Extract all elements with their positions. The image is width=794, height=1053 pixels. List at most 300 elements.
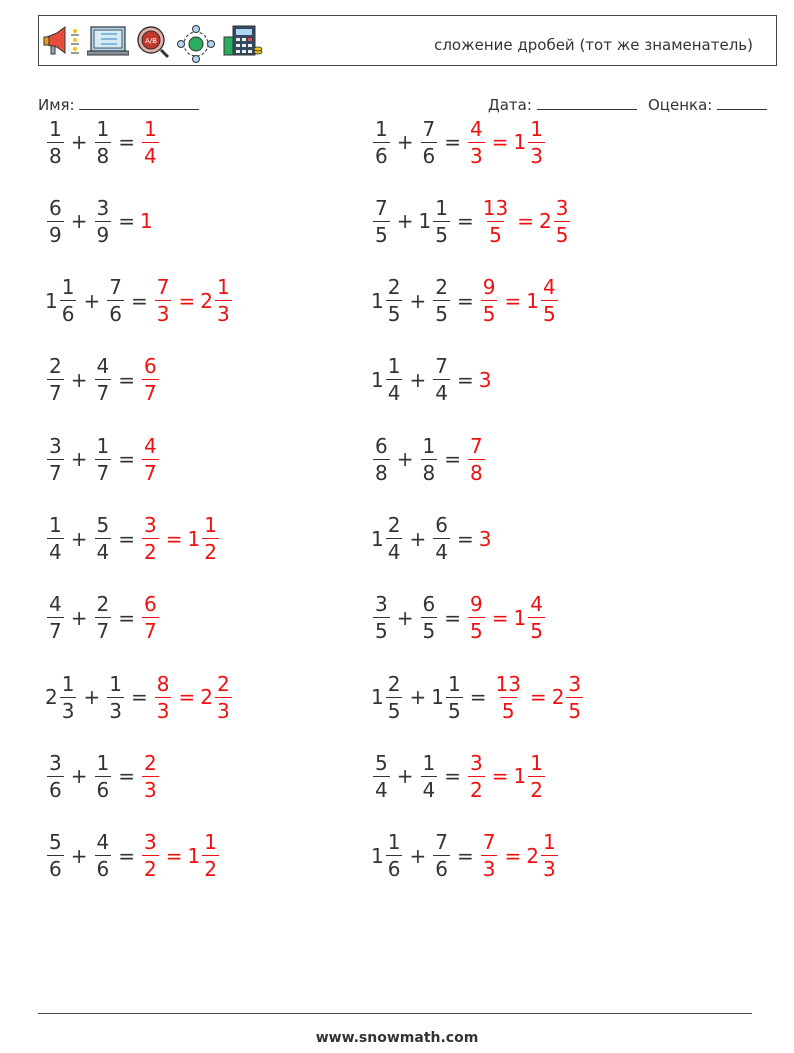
- answer: [479, 830, 560, 882]
- numerator: 3: [555, 195, 569, 220]
- denominator: 3: [470, 143, 483, 168]
- equals-sign: =: [178, 685, 196, 710]
- worksheet-title: сложение дробей (тот же знаменатель): [434, 36, 753, 54]
- fraction: [142, 433, 159, 485]
- denominator: 8: [422, 460, 436, 485]
- whole-number: 1: [187, 526, 201, 551]
- whole-number: 1: [371, 367, 384, 392]
- equals-sign: =: [118, 209, 135, 234]
- numerator: 7: [109, 275, 122, 300]
- problem-item: [45, 744, 161, 808]
- plus-sign: +: [396, 447, 414, 472]
- equals-sign: =: [118, 130, 135, 154]
- equals-sign: =: [529, 685, 547, 710]
- equals-sign: =: [165, 526, 183, 551]
- plus-sign: +: [83, 685, 101, 710]
- answer: [140, 433, 161, 485]
- whole-number: 2: [200, 288, 213, 313]
- plus-sign: +: [70, 130, 88, 154]
- plus-sign: +: [70, 447, 88, 472]
- fraction: [142, 592, 159, 644]
- answer: [153, 671, 234, 723]
- denominator: 5: [447, 698, 461, 723]
- denominator: 3: [61, 698, 75, 723]
- fraction: [433, 515, 450, 562]
- whole-number: 1: [45, 288, 58, 313]
- plus-sign: +: [396, 764, 414, 789]
- denominator: 2: [530, 777, 543, 802]
- fraction: [433, 830, 450, 882]
- plus-sign: +: [396, 605, 414, 630]
- denominator: 2: [204, 857, 217, 882]
- denominator: 5: [435, 222, 448, 247]
- denominator: 7: [49, 460, 62, 485]
- equals-sign: =: [178, 288, 196, 313]
- denominator: 4: [435, 540, 448, 564]
- fraction: [373, 116, 390, 168]
- plus-sign: +: [409, 843, 427, 868]
- problem-item: [371, 189, 572, 253]
- fraction: [433, 195, 450, 247]
- denominator: 8: [96, 143, 110, 168]
- whole-number: 1: [371, 288, 384, 313]
- denominator: 6: [96, 857, 110, 882]
- fraction: [433, 275, 450, 327]
- problem-item: [45, 269, 234, 333]
- numerator: 1: [49, 513, 62, 537]
- answer: [140, 592, 161, 644]
- problem-item: [45, 348, 161, 412]
- denominator: 7: [96, 460, 110, 485]
- equals-sign: =: [456, 843, 474, 868]
- denominator: 5: [555, 222, 569, 247]
- score-blank: [717, 95, 767, 110]
- fraction: [107, 275, 124, 327]
- fraction: [47, 354, 64, 406]
- fraction: [481, 275, 498, 327]
- whole-number: 3: [478, 526, 492, 551]
- equals-sign: =: [444, 605, 461, 630]
- numerator: 2: [216, 671, 230, 696]
- footer-url: www.snowmath.com: [315, 1030, 479, 1046]
- fraction: [95, 592, 112, 644]
- fraction: [373, 433, 390, 485]
- numerator: 1: [96, 750, 110, 775]
- numerator: 4: [96, 354, 110, 379]
- equals-sign: =: [456, 209, 474, 234]
- plus-sign: +: [409, 288, 427, 313]
- denominator: 6: [61, 302, 75, 327]
- plus-sign: +: [409, 367, 427, 392]
- numerator: 7: [470, 433, 483, 458]
- whole-number: 2: [200, 685, 213, 710]
- denominator: 8: [375, 460, 388, 485]
- whole-number: 2: [45, 685, 58, 710]
- answer: [140, 830, 221, 882]
- fraction: [202, 515, 219, 562]
- fraction: [107, 671, 124, 723]
- answer: [466, 433, 487, 485]
- plus-sign: +: [83, 288, 101, 313]
- equals-sign: =: [118, 605, 135, 630]
- fraction: [446, 671, 463, 723]
- numerator: 1: [447, 671, 461, 696]
- answer: [479, 195, 573, 247]
- whole-number: 1: [513, 605, 527, 630]
- problem-item: [45, 665, 234, 729]
- numerator: 6: [144, 592, 157, 617]
- problem-item: [371, 507, 491, 571]
- problem-item: [45, 189, 153, 253]
- numerator: 1: [422, 433, 436, 458]
- denominator: 5: [387, 302, 401, 327]
- denominator: 5: [542, 302, 556, 327]
- problem-item: [45, 110, 161, 174]
- numerator: 2: [435, 275, 448, 300]
- denominator: 7: [144, 619, 157, 644]
- whole-number: 1: [513, 764, 527, 789]
- numerator: 2: [387, 513, 401, 537]
- svg-text:A/B: A/B: [145, 37, 157, 45]
- fraction: [142, 750, 159, 802]
- fraction: [481, 830, 498, 882]
- fraction: [373, 195, 390, 247]
- problem-item: [371, 348, 491, 412]
- numerator: 1: [375, 116, 388, 141]
- plus-sign: +: [70, 764, 88, 789]
- denominator: 3: [156, 698, 170, 723]
- numerator: 6: [435, 513, 448, 537]
- numerator: 7: [435, 830, 448, 855]
- denominator: 2: [204, 540, 217, 564]
- date-blank: [537, 95, 637, 110]
- denominator: 3: [542, 857, 556, 882]
- numerator: 2: [387, 671, 401, 696]
- answer: [140, 116, 161, 168]
- denominator: 7: [144, 460, 157, 485]
- numerator: 9: [482, 275, 496, 300]
- answer: [140, 209, 153, 233]
- numerator: 1: [422, 750, 436, 775]
- plus-sign: +: [409, 685, 427, 710]
- fraction: [528, 592, 545, 644]
- fraction: [373, 592, 390, 644]
- answer: [466, 592, 547, 644]
- plus-sign: +: [70, 209, 88, 234]
- fraction: [60, 671, 77, 723]
- fraction: [468, 592, 485, 644]
- denominator: 9: [96, 222, 110, 247]
- numerator: 6: [144, 354, 157, 379]
- fraction: [421, 592, 438, 644]
- problem-item: [371, 110, 547, 174]
- denominator: 9: [49, 222, 62, 247]
- fraction: [47, 750, 64, 802]
- equals-sign: =: [118, 764, 135, 789]
- denominator: 4: [422, 777, 436, 802]
- numerator: 1: [387, 830, 401, 855]
- whole-number: 1: [140, 209, 153, 234]
- fraction: [142, 830, 159, 882]
- fraction: [386, 515, 403, 562]
- denominator: 4: [387, 381, 401, 406]
- denominator: 3: [156, 302, 170, 327]
- fraction: [493, 671, 522, 723]
- equals-sign: =: [444, 764, 461, 789]
- denominator: 4: [387, 540, 401, 564]
- fraction: [47, 592, 64, 644]
- answer: [140, 515, 221, 562]
- denominator: 5: [375, 619, 388, 644]
- whole-number: 1: [371, 843, 384, 868]
- denominator: 5: [568, 698, 582, 723]
- denominator: 5: [470, 619, 483, 644]
- header-box: [38, 15, 777, 66]
- network-icon: [177, 25, 215, 63]
- denominator: 6: [49, 777, 62, 802]
- numerator: 7: [156, 275, 170, 300]
- numerator: 1: [96, 116, 110, 141]
- equals-sign: =: [165, 843, 183, 868]
- whole-number: 2: [551, 685, 565, 710]
- numerator: 4: [470, 116, 483, 141]
- megaphone-icon: [43, 25, 81, 57]
- numerator: 1: [204, 513, 217, 537]
- denominator: 4: [375, 777, 388, 802]
- fraction: [142, 116, 159, 168]
- numerator: 4: [542, 275, 556, 300]
- problem-item: [371, 744, 547, 808]
- numerator: 1: [542, 830, 556, 855]
- numerator: 3: [96, 195, 110, 220]
- answer: [153, 275, 234, 327]
- fraction: [468, 116, 485, 168]
- denominator: 6: [435, 857, 448, 882]
- answer: [140, 750, 161, 802]
- fraction: [421, 116, 438, 168]
- equals-sign: =: [130, 685, 148, 710]
- equals-sign: =: [118, 526, 135, 551]
- fraction: [47, 433, 64, 485]
- fraction: [373, 750, 390, 802]
- whole-number: 1: [418, 209, 432, 234]
- equals-sign: =: [504, 288, 522, 313]
- whole-number: 1: [187, 843, 201, 868]
- name-label: Имя:: [38, 96, 75, 114]
- problem-item: [371, 665, 585, 729]
- fraction: [47, 116, 64, 168]
- numerator: 8: [156, 671, 170, 696]
- denominator: 3: [216, 302, 230, 327]
- numerator: 3: [470, 750, 483, 775]
- denominator: 3: [216, 698, 230, 723]
- numerator: 4: [144, 433, 157, 458]
- fraction: [541, 275, 558, 327]
- numerator: 1: [530, 750, 543, 775]
- numerator: 1: [61, 275, 75, 300]
- numerator: 1: [61, 671, 75, 696]
- numerator: 3: [375, 592, 388, 617]
- numerator: 4: [96, 830, 110, 855]
- equals-sign: =: [456, 367, 474, 392]
- fraction: [566, 671, 583, 723]
- problem-item: [45, 824, 221, 888]
- numerator: 1: [204, 830, 217, 855]
- denominator: 5: [435, 302, 448, 327]
- plus-sign: +: [396, 130, 414, 154]
- numerator: 9: [470, 592, 483, 617]
- denominator: 3: [109, 698, 122, 723]
- whole-number: 1: [513, 130, 527, 154]
- answer: [479, 368, 492, 392]
- numerator: 13: [495, 671, 521, 696]
- equals-sign: =: [517, 209, 534, 234]
- equals-sign: =: [504, 843, 522, 868]
- score-label: Оценка:: [648, 96, 713, 114]
- fraction: [47, 830, 64, 882]
- whole-number: 2: [526, 843, 539, 868]
- problem-item: [45, 507, 221, 571]
- equals-sign: =: [444, 447, 461, 472]
- denominator: 6: [109, 302, 122, 327]
- fraction: [468, 750, 485, 802]
- whole-number: 1: [371, 685, 384, 710]
- numerator: 5: [49, 830, 62, 855]
- problem-item: [371, 824, 560, 888]
- fraction: [386, 830, 403, 882]
- numerator: 7: [482, 830, 496, 855]
- fraction: [528, 116, 545, 168]
- numerator: 3: [144, 513, 157, 537]
- fraction: [95, 750, 112, 802]
- denominator: 4: [144, 143, 157, 168]
- numerator: 2: [96, 592, 110, 617]
- numerator: 7: [375, 195, 388, 220]
- denominator: 2: [144, 540, 157, 564]
- numerator: 6: [375, 433, 388, 458]
- plus-sign: +: [70, 526, 88, 551]
- numerator: 2: [144, 750, 157, 775]
- plus-sign: +: [409, 526, 427, 551]
- numerator: 6: [49, 195, 62, 220]
- denominator: 6: [49, 857, 62, 882]
- fraction: [386, 275, 403, 327]
- numerator: 6: [422, 592, 436, 617]
- equals-sign: =: [118, 367, 135, 392]
- fraction: [468, 433, 485, 485]
- problem-item: [371, 269, 560, 333]
- problem-item: [371, 427, 487, 491]
- numerator: 3: [49, 433, 62, 458]
- fraction: [47, 515, 64, 562]
- numerator: 4: [530, 592, 543, 617]
- denominator: 8: [470, 460, 483, 485]
- fraction: [60, 275, 77, 327]
- fraction: [386, 671, 403, 723]
- name-blank: [79, 95, 199, 110]
- denominator: 7: [96, 619, 110, 644]
- problem-item: [45, 586, 161, 650]
- numerator: 5: [375, 750, 388, 775]
- fraction: [386, 354, 403, 406]
- denominator: 4: [435, 381, 448, 406]
- date-label: Дата:: [488, 96, 532, 114]
- problem-item: [45, 427, 161, 491]
- fraction: [95, 830, 112, 882]
- denominator: 5: [422, 619, 436, 644]
- fraction: [481, 195, 510, 247]
- denominator: 4: [49, 540, 62, 564]
- fraction: [95, 116, 112, 168]
- denominator: 5: [530, 619, 543, 644]
- numerator: 1: [144, 116, 157, 141]
- laptop-icon: [87, 25, 129, 57]
- numerator: 2: [387, 275, 401, 300]
- denominator: 5: [489, 222, 502, 247]
- answer: [479, 275, 560, 327]
- plus-sign: +: [70, 605, 88, 630]
- equals-sign: =: [456, 288, 474, 313]
- numerator: 4: [49, 592, 62, 617]
- answer: [491, 671, 585, 723]
- numerator: 5: [96, 513, 110, 537]
- fraction: [528, 750, 545, 802]
- magnifier-icon: [135, 25, 171, 59]
- numerator: 1: [435, 195, 448, 220]
- numerator: 7: [435, 354, 448, 379]
- fraction: [202, 830, 219, 882]
- fraction: [421, 750, 438, 802]
- denominator: 4: [96, 540, 110, 564]
- problem-item: [371, 586, 547, 650]
- equals-sign: =: [469, 685, 487, 710]
- numerator: 3: [144, 830, 157, 855]
- fraction: [47, 195, 64, 247]
- fraction: [554, 195, 571, 247]
- equals-sign: =: [456, 526, 474, 551]
- numerator: 2: [49, 354, 62, 379]
- numerator: 1: [530, 116, 543, 141]
- denominator: 5: [501, 698, 515, 723]
- fraction: [142, 515, 159, 562]
- fraction: [433, 354, 450, 406]
- fraction: [421, 433, 438, 485]
- fraction: [215, 275, 232, 327]
- numerator: 1: [96, 433, 110, 458]
- equals-sign: =: [491, 130, 509, 154]
- whole-number: 1: [526, 288, 539, 313]
- fraction: [95, 433, 112, 485]
- numerator: 13: [482, 195, 509, 220]
- fraction: [215, 671, 232, 723]
- denominator: 7: [96, 381, 110, 406]
- fraction: [95, 354, 112, 406]
- equals-sign: =: [118, 843, 135, 868]
- numerator: 3: [568, 671, 582, 696]
- equals-sign: =: [444, 130, 461, 154]
- answer: [479, 527, 492, 551]
- plus-sign: +: [70, 843, 88, 868]
- whole-number: 2: [538, 209, 552, 234]
- denominator: 7: [49, 381, 62, 406]
- denominator: 7: [144, 381, 157, 406]
- numerator: 1: [49, 116, 62, 141]
- fraction: [95, 195, 112, 247]
- fraction: [142, 354, 159, 406]
- whole-number: 1: [431, 685, 444, 710]
- denominator: 8: [49, 143, 62, 168]
- denominator: 5: [482, 302, 496, 327]
